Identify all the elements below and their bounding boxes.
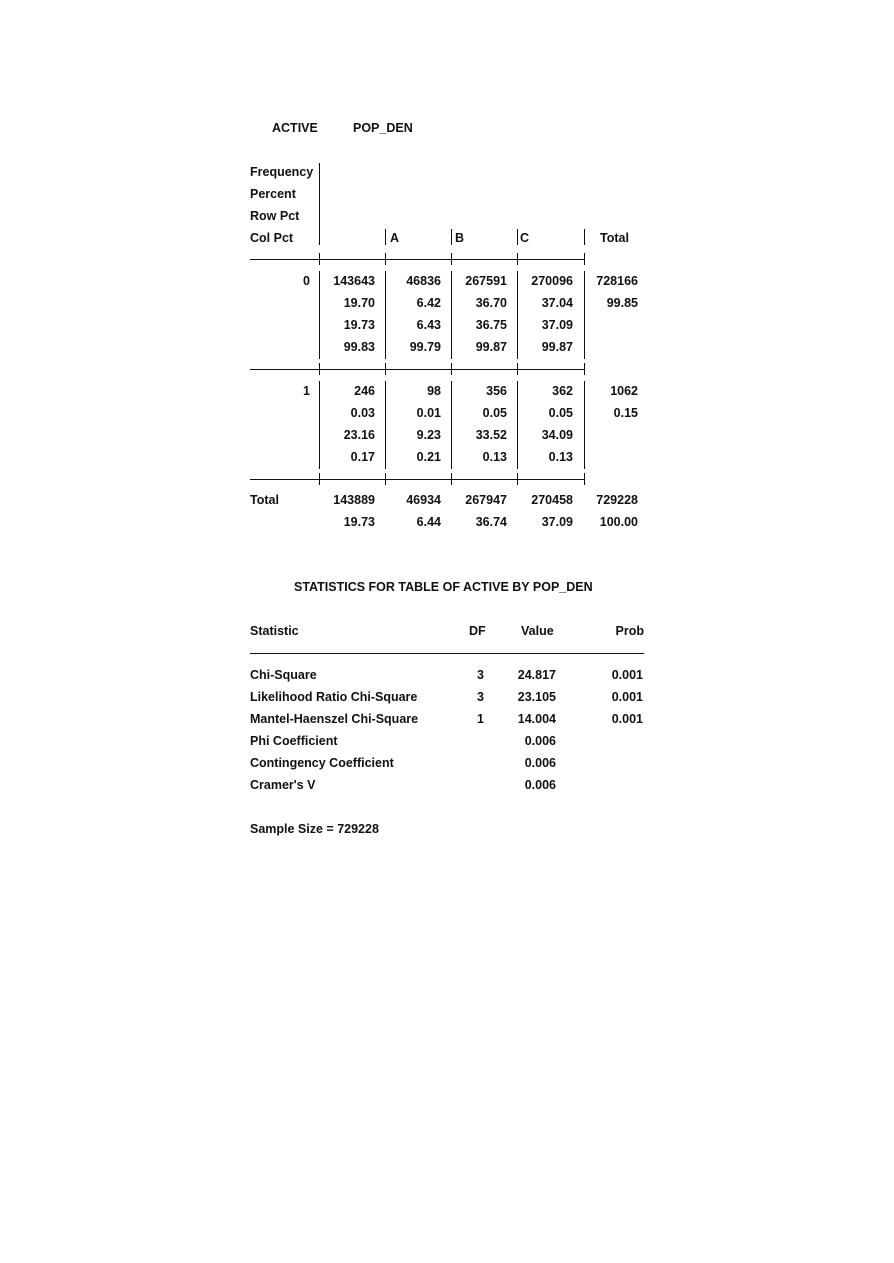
stat-row-name: Chi-Square [250, 668, 317, 682]
separator-tick [584, 253, 585, 265]
cell-r1-total-frequency: 1062 [610, 384, 638, 398]
row0-label: 0 [303, 274, 310, 288]
cell-r1-c0-rowpct: 23.16 [343, 428, 375, 442]
header-rule-left [319, 163, 320, 245]
cell-r1-ca-rowpct: 9.23 [416, 428, 441, 442]
statistics-header-rule [250, 653, 644, 654]
column-header-a: A [390, 231, 400, 245]
stat-row-name: Phi Coefficient [250, 734, 338, 748]
grand-total-percent: 100.00 [599, 515, 638, 529]
cell-r1-cc-colpct: 0.13 [548, 450, 573, 464]
stat-row-prob: 0.001 [611, 690, 643, 704]
stat-row-df: 1 [477, 712, 484, 726]
column-variable-label: POP_DEN [353, 121, 413, 135]
stat-row-prob: 0.001 [611, 712, 643, 726]
grand-total-frequency: 729228 [596, 493, 638, 507]
stat-row-name: Mantel-Haenszel Chi-Square [250, 712, 419, 726]
column-header-b: B [455, 231, 465, 245]
separator-tick [517, 473, 518, 485]
cell-r1-ca-frequency: 98 [427, 384, 441, 398]
cell-r1-cb-frequency: 356 [486, 384, 507, 398]
total-c0-percent: 19.73 [343, 515, 375, 529]
cell-r1-ca-colpct: 0.21 [416, 450, 441, 464]
cell-r1-cb-rowpct: 33.52 [475, 428, 507, 442]
cell-r1-cb-percent: 0.05 [482, 406, 507, 420]
cell-r0-c0-colpct: 99.83 [343, 340, 375, 354]
stat-row-name: Likelihood Ratio Chi-Square [250, 690, 418, 704]
legend-frequency: Frequency [250, 165, 314, 179]
separator-row1 [250, 479, 585, 480]
separator-tick [451, 363, 452, 375]
cell-r0-total-frequency: 728166 [596, 274, 638, 288]
cell-r1-ca-percent: 0.01 [416, 406, 441, 420]
stat-row-prob: 0.001 [611, 668, 643, 682]
separator-tick [385, 363, 386, 375]
total-cc-frequency: 270458 [531, 493, 573, 507]
stat-row-name: Contingency Coefficient [250, 756, 394, 770]
row-variable-label: ACTIVE [272, 121, 318, 135]
cell-r1-total-percent: 0.15 [613, 406, 638, 420]
totals-label: Total [250, 493, 279, 507]
cell-r0-cb-percent: 36.70 [475, 296, 507, 310]
header-rule-total [584, 229, 585, 245]
stat-header-value: Value [521, 624, 554, 638]
cell-r0-ca-percent: 6.42 [416, 296, 441, 310]
cell-r0-total-percent: 99.85 [606, 296, 638, 310]
total-cb-frequency: 267947 [465, 493, 507, 507]
cell-r0-cb-frequency: 267591 [465, 274, 507, 288]
stat-row-value: 14.004 [517, 712, 556, 726]
header-rule-c [517, 229, 518, 245]
cell-r0-c0-percent: 19.70 [343, 296, 375, 310]
total-cc-percent: 37.09 [541, 515, 573, 529]
cell-r1-cc-frequency: 362 [552, 384, 573, 398]
sample-size: Sample Size = 729228 [250, 822, 379, 836]
stat-row-df: 3 [477, 668, 484, 682]
cell-r1-c0-colpct: 0.17 [350, 450, 375, 464]
stat-row-df: 3 [477, 690, 484, 704]
separator-tick [319, 363, 320, 375]
stat-row-value: 0.006 [524, 756, 556, 770]
cell-r0-cc-frequency: 270096 [531, 274, 573, 288]
cell-r1-c0-percent: 0.03 [350, 406, 375, 420]
legend-row-pct: Row Pct [250, 209, 300, 223]
separator-tick [319, 253, 320, 265]
legend-percent: Percent [250, 187, 296, 201]
statistics-title: STATISTICS FOR TABLE OF ACTIVE BY POP_DEN [294, 580, 593, 594]
stat-row-value: 24.817 [517, 668, 556, 682]
cell-r1-cc-rowpct: 34.09 [541, 428, 573, 442]
cell-r1-cc-percent: 0.05 [548, 406, 573, 420]
column-header-c: C [520, 231, 530, 245]
separator-tick [517, 253, 518, 265]
separator-tick [385, 473, 386, 485]
header-rule-b [451, 229, 452, 245]
header-rule-a [385, 229, 386, 245]
total-c0-frequency: 143889 [333, 493, 375, 507]
cell-r0-ca-frequency: 46836 [406, 274, 441, 288]
column-header-total: Total [600, 231, 629, 245]
separator-tick [451, 253, 452, 265]
cell-r0-cb-rowpct: 36.75 [475, 318, 507, 332]
total-ca-percent: 6.44 [416, 515, 441, 529]
cell-r0-c0-rowpct: 19.73 [343, 318, 375, 332]
cell-r0-ca-colpct: 99.79 [409, 340, 441, 354]
stat-row-value: 23.105 [517, 690, 556, 704]
total-cb-percent: 36.74 [475, 515, 507, 529]
total-ca-frequency: 46934 [406, 493, 441, 507]
cell-r0-c0-frequency: 143643 [333, 274, 375, 288]
separator-tick [517, 363, 518, 375]
stat-header-df: DF [469, 624, 486, 638]
separator-row0 [250, 369, 585, 370]
legend-col-pct: Col Pct [250, 231, 294, 245]
separator-tick [319, 473, 320, 485]
cell-r0-cc-colpct: 99.87 [541, 340, 573, 354]
stat-header-prob: Prob [615, 624, 644, 638]
stat-header-statistic: Statistic [250, 624, 299, 638]
separator-header [250, 259, 585, 260]
stat-row-name: Cramer's V [250, 778, 316, 792]
separator-tick [584, 363, 585, 375]
stat-row-value: 0.006 [524, 778, 556, 792]
cell-r0-cc-percent: 37.04 [541, 296, 573, 310]
stat-row-value: 0.006 [524, 734, 556, 748]
cell-r1-cb-colpct: 0.13 [482, 450, 507, 464]
cell-r0-ca-rowpct: 6.43 [416, 318, 441, 332]
separator-tick [451, 473, 452, 485]
row1-label: 1 [303, 384, 310, 398]
cell-r1-c0-frequency: 246 [354, 384, 375, 398]
separator-tick [584, 473, 585, 485]
cell-r0-cb-colpct: 99.87 [475, 340, 507, 354]
separator-tick [385, 253, 386, 265]
cell-r0-cc-rowpct: 37.09 [541, 318, 573, 332]
